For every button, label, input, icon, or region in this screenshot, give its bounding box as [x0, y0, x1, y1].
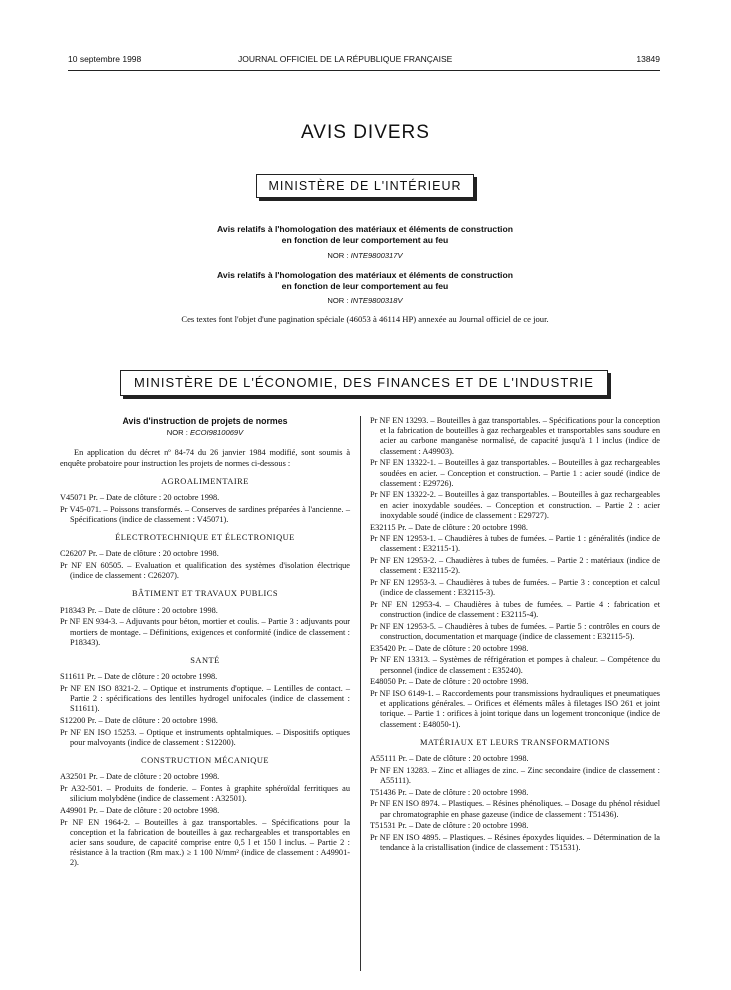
ministry-economie-heading: MINISTÈRE DE L'ÉCONOMIE, DES FINANCES ET DE L'INDUSTRIE	[120, 370, 608, 396]
norm-entry: Pr NF EN ISO 4895. – Plastiques. – Résines époxydes liquides. – Détermination de la tendance à la cristallisation (indice de classement : T51531).	[370, 833, 660, 853]
norm-entry: Pr NF EN 1964-2. – Bouteilles à gaz transportables. – Spécifications pour la conception et la fabrication de bouteilles à gaz rechargeables et transportables en acier sans soudure, de capacité comprise entre 0,5 l et 150 l inclus. – Partie 2 : résistance à la traction (Rm max.) ≥ 1 100 N/mm² (indice de classement : A49901-2).	[60, 817, 350, 868]
norm-entry: E48050 Pr. – Date de clôture : 20 octobre 1998.	[370, 677, 529, 687]
header-journal: JOURNAL OFFICIEL DE LA RÉPUBLIQUE FRANÇAISE	[238, 54, 453, 64]
norm-entry: Pr NF EN 13283. – Zinc et alliages de zinc. – Zinc secondaire (indice de classement : A55111).	[370, 765, 660, 785]
ministry-interieur-heading: MINISTÈRE DE L'INTÉRIEUR	[256, 174, 474, 198]
header-page-number: 13849	[636, 54, 660, 64]
norm-entry: A32501 Pr. – Date de clôture : 20 octobre 1998.	[60, 772, 220, 782]
header-divider	[68, 70, 660, 71]
right-sections	[370, 416, 660, 853]
notice-subtitle: Avis d'instruction de projets de normes	[122, 416, 288, 426]
norm-entry: P18343 Pr. – Date de clôture : 20 octobre 1998.	[60, 605, 218, 615]
notice-title-1	[150, 224, 580, 246]
column-divider	[360, 416, 361, 971]
norm-entry: A49901 Pr. – Date de clôture : 20 octobre 1998.	[60, 805, 220, 815]
nor-label: NOR :	[327, 251, 349, 260]
section-heading: MATÉRIAUX ET LEURS TRANSFORMATIONS	[419, 737, 611, 747]
header-date: 10 septembre 1998	[68, 54, 142, 64]
norm-entry: Pr NF EN 60505. – Evaluation et qualification des systèmes d'isolation électrique (indice de classement : C26207).	[60, 561, 350, 581]
nor-label: NOR :	[166, 428, 188, 438]
norm-entry: Pr NF EN 13322-2. – Bouteilles à gaz transportables. – Bouteilles à gaz rechargeables en acier inoxydable soudées. – Conception et construction. – Partie 2 : acier inoxydable soudé (indice de classement : E29727).	[370, 490, 660, 520]
nor-code: INTE9800318V	[350, 296, 403, 305]
norm-entry: Pr NF EN 12953-4. – Chaudières à tubes de fumées. – Partie 4 : fabrication et construction (indice de classement : E32115-4).	[370, 599, 660, 620]
intro-paragraph: En application du décret nº 84-74 du 26 janvier 1984 modifié, sont soumis à enquête probatoire pour instruction les projets de normes ci-dessous :	[60, 448, 350, 468]
notice-nor-2	[150, 296, 580, 305]
norm-entry: Pr NF EN 12953-1. – Chaudières à tubes de fumées. – Partie 1 : généralités (indice de classement : E32115-1).	[370, 534, 660, 554]
section-heading: CONSTRUCTION MÉCANIQUE	[140, 756, 270, 766]
norm-entry: Pr NF EN 12953-5. – Chaudières à tubes de fumées. – Partie 5 : contrôles en cours de construction, documentation et marquage (indice de classement : E32115-5).	[370, 621, 660, 642]
section-heading: AGROALIMENTAIRE	[161, 476, 249, 486]
notice-title-2-line1: Avis relatifs à l'homologation des matériaux et éléments de construction	[217, 270, 513, 280]
notice-nor-1	[150, 251, 580, 260]
norm-entry: Pr NF EN ISO 8321-2. – Optique et instruments d'optique. – Lentilles de contact. – Partie 2 : spécifications des lentilles hydrogel unifocales (indice de classement : S11611).	[60, 683, 350, 714]
norm-entry: E32115 Pr. – Date de clôture : 20 octobre 1998.	[370, 522, 528, 532]
norm-entry: T51531 Pr. – Date de clôture : 20 octobre 1998.	[370, 821, 529, 831]
page-title: AVIS DIVERS	[301, 122, 430, 143]
notice-title-1-line1: Avis relatifs à l'homologation des matériaux et éléments de construction	[217, 224, 513, 234]
notice-title-1-line2: en fonction de leur comportement au feu	[281, 235, 449, 245]
norm-entry: C26207 Pr. – Date de clôture : 20 octobre 1998.	[60, 549, 219, 559]
right-column	[370, 416, 660, 855]
norm-entry: Pr NF ISO 6149-1. – Raccordements pour transmissions hydrauliques et pneumatiques et applications générales. – Orifices et éléments mâles à filetages ISO 261 et joint torique. – Partie 1 : orifices à joint torique dans un logement tronconique (indice de classement : E48050-1).	[370, 689, 660, 729]
norm-entry: A55111 Pr. – Date de clôture : 20 octobre 1998.	[370, 754, 529, 764]
pagination-notice: Ces textes font l'objet d'une pagination spéciale (46053 à 46114 HP) annexée au Journal officiel de ce jour.	[181, 314, 549, 324]
norm-entry: Pr NF EN 13313. – Systèmes de réfrigération et pompes à chaleur. – Compétence du personnel (indice de classement : E35240).	[370, 655, 660, 675]
norm-entry: T51436 Pr. – Date de clôture : 20 octobre 1998.	[370, 787, 529, 797]
left-column	[60, 416, 350, 870]
norm-entry: Pr A32-501. – Produits de fonderie. – Fontes à graphite sphéroïdal ferritiques au silicium molybdène (indice de classement : A32501).	[60, 783, 350, 804]
section-heading: BÂTIMENT ET TRAVAUX PUBLICS	[131, 589, 279, 599]
section-heading: ÉLECTROTECHNIQUE ET ÉLECTRONIQUE	[115, 533, 295, 543]
norm-entry: Pr V45-071. – Poissons transformés. – Conserves de sardines préparées à l'ancienne. – Spécifications (indice de classement : V45071).	[60, 504, 350, 524]
notice-title-2-line2: en fonction de leur comportement au feu	[281, 281, 449, 291]
norm-entry: Pr NF EN 13293. – Bouteilles à gaz transportables. – Spécifications pour la conception et la fabrication de bouteilles à gaz rechargeables et transportables sans soudure en acier au carbone manganèse normalisé, de capacité jusqu'à 1 l inclus (indice de classement : A49903).	[370, 416, 660, 456]
norm-entry: Pr NF EN 12953-2. – Chaudières à tubes de fumées. – Partie 2 : matériaux (indice de classement : E32115-2).	[370, 556, 660, 576]
notice-title-2	[150, 270, 580, 292]
notice-nor	[60, 428, 350, 438]
norm-entry: E35420 Pr. – Date de clôture : 20 octobre 1998.	[370, 643, 529, 653]
page-header	[68, 54, 660, 68]
norm-entry: S12200 Pr. – Date de clôture : 20 octobre 1998.	[60, 715, 218, 725]
norm-entry: Pr NF EN ISO 8974. – Plastiques. – Résines phénoliques. – Dosage du phénol résiduel par chromatographie en phase gazeuse (indice de classement : T51436).	[370, 799, 660, 819]
norm-entry: Pr NF EN 13322-1. – Bouteilles à gaz transportables. – Bouteilles à gaz rechargeables soudées en acier. – Conception et construction. – Partie 1 : acier soudé (indice de classement : E29726).	[370, 458, 660, 488]
section-heading: SANTÉ	[190, 655, 220, 665]
norm-entry: Pr NF EN ISO 15253. – Optique et instruments ophtalmiques. – Dispositifs optiques pour malvoyants (indice de classement : S12200).	[60, 727, 350, 747]
nor-label: NOR :	[327, 296, 349, 305]
norm-entry: V45071 Pr. – Date de clôture : 20 octobre 1998.	[60, 493, 220, 503]
norm-entry: Pr NF EN 934-3. – Adjuvants pour béton, mortier et coulis. – Partie 3 : adjuvants pour mortiers de montage. – Définitions, exigences et conformité (indice de classement : P18343).	[60, 617, 350, 647]
nor-code: ECOI9810069V	[190, 428, 244, 438]
norm-entry: Pr NF EN 12953-3. – Chaudières à tubes de fumées. – Partie 3 : conception et calcul (indice de classement : E32115-3).	[370, 578, 660, 598]
nor-code: INTE9800317V	[350, 251, 403, 260]
left-sections	[60, 477, 350, 869]
norm-entry: S11611 Pr. – Date de clôture : 20 octobre 1998.	[60, 672, 218, 682]
